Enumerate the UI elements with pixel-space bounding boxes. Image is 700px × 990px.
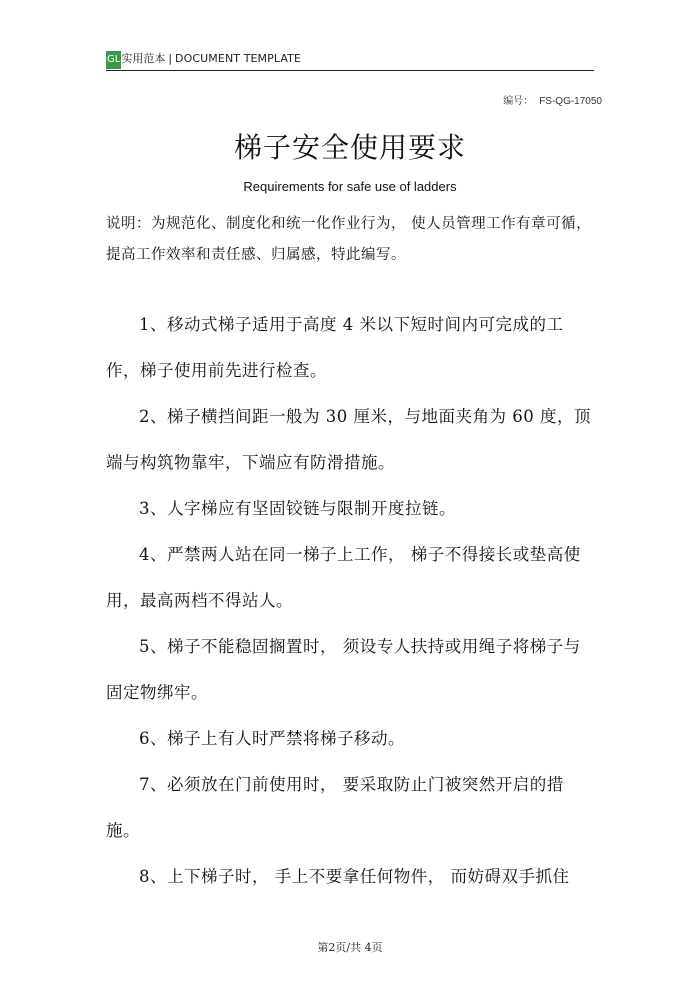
document-number-label: 编号： — [503, 96, 534, 107]
document-subtitle-english: Requirements for safe use of ladders — [243, 179, 457, 194]
body-paragraph: 4、严禁两人站在同一梯子上工作， 梯子不得接长或垫高使用，最高两档不得站人。 — [106, 545, 581, 610]
document-title: 梯子安全使用要求 — [233, 131, 466, 164]
document-template-label: DOCUMENT TEMPLATE — [175, 52, 302, 65]
brand-logo-tag: GL — [106, 51, 121, 69]
document-number-value: FS-QG-17050 — [539, 96, 602, 107]
body-paragraph: 2、梯子横挡间距一般为 30 厘米，与地面夹角为 60 度，顶端与构筑物靠牢，下端应有防滑措施。 — [106, 407, 591, 472]
document-number — [503, 92, 602, 107]
intro-paragraph: 说明：为规范化、制度化和统一化作业行为， 使人员管理工作有章可循，提高工作效率和责任感、归属感，特此编写。 — [106, 216, 592, 263]
page-footer-page-number: 第2页/共 4页 — [317, 941, 383, 954]
body-paragraph: 1、移动式梯子适用于高度 4 米以下短时间内可完成的工作，梯子使用前先进行检查。 — [106, 315, 564, 380]
header-separator: | — [168, 52, 173, 65]
body-paragraph: 8、上下梯子时， 手上不要拿任何物件， 而妨碍双手抓住 — [139, 867, 570, 886]
brand-name: 实用范本 — [121, 52, 166, 65]
page-header — [106, 50, 594, 71]
body-paragraph: 6、梯子上有人时严禁将梯子移动。 — [139, 729, 405, 748]
document-body — [106, 302, 594, 900]
body-paragraph: 7、必须放在门前使用时， 要采取防止门被突然开启的措施。 — [106, 775, 564, 840]
body-paragraph: 3、人字梯应有坚固铰链与限制开度拉链。 — [139, 499, 456, 518]
body-paragraph: 5、梯子不能稳固搁置时， 须设专人扶持或用绳子将梯子与固定物绑牢。 — [106, 637, 581, 702]
